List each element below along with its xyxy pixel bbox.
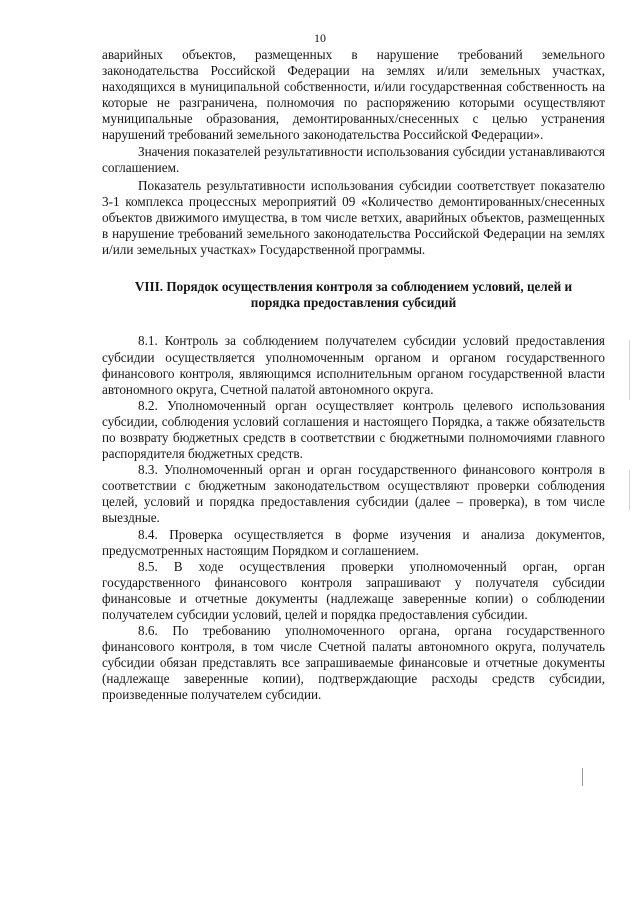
clause-8-5: 8.5. В ходе осуществления проверки уполномоченный орган, орган государственного финансового контроля запрашивают у получателя субсидии финансовые и отчетные документы (надлежаще заверенные копии) о соблюдении получателем субсидии условий, целей и порядка предоставления субсидии. [102, 558, 605, 622]
page-number: 10 [314, 31, 326, 45]
scan-edge-mark [629, 340, 630, 400]
section-heading: VIII. Порядок осуществления контроля за соблюдением условий, целей и порядка предоставления субсидий [134, 279, 573, 311]
paragraph-result-indicator: Показатель результативности использования субсидии соответствует показателю 3-1 комплекса процессных мероприятий 09 «Количество демонтированных/снесенных объектов движимого имущества, в том числе ветхих, аварийных объектов, размещенных в нарушение требований земельного законодательства Российской Федерации на землях и/или земельных участках» Государственной программы. [102, 177, 605, 258]
paragraph-continuation: аварийных объектов, размещенных в нарушение требований земельного законодательства Российской Федерации на землях и/или земельных участках, находящихся в муниципальной собственности, и/или государственная собственность на которые не разграничена, полномочия по распоряжению которыми осуществляют муниципальные образования, демонтированных/снесенных с целью устранения нарушений требований земельного законодательства Российской Федерации». [102, 47, 605, 143]
clause-8-6: 8.6. По требованию уполномоченного органа, органа государственного финансового контроля, в том числе Счетной палаты автономного округа, получатель субсидии обязан представлять все запрашиваемые финансовые и отчетные документы (надлежаще заверенные копии), подтверждающие расходы средств субсидии, произведенные получателем субсидии. [102, 623, 605, 703]
clause-8-4: 8.4. Проверка осуществляется в форме изучения и анализа документов, предусмотренных настоящим Порядком и соглашением. [102, 526, 605, 558]
paragraph-indicator-values: Значения показателей результативности использования субсидии устанавливаются соглашением. [102, 143, 605, 175]
document-body [102, 47, 605, 704]
scan-edge-mark [582, 768, 583, 786]
scan-edge-mark [629, 470, 630, 510]
clause-8-1: 8.1. Контроль за соблюдением получателем субсидии условий предоставления субсидии осуществляется уполномоченным органом и органом государственного финансового контроля, являющимся исполнительным органом государственной власти автономного округа, Счетной палатой автономного округа. [102, 333, 605, 397]
clause-8-2: 8.2. Уполномоченный орган осуществляет контроль целевого использования субсидии, соблюдения условий соглашения и настоящего Порядка, а также обязательств по возврату бюджетных средств в соответствии с бюджетными полномочиями главного распорядителя бюджетных средств. [102, 397, 605, 462]
clause-8-3: 8.3. Уполномоченный орган и орган государственного финансового контроля в соответствии с бюджетным законодательством осуществляют проверки соблюдения целей, условий и порядка предоставления субсидии (далее – проверка), в том числе выездные. [102, 462, 605, 526]
